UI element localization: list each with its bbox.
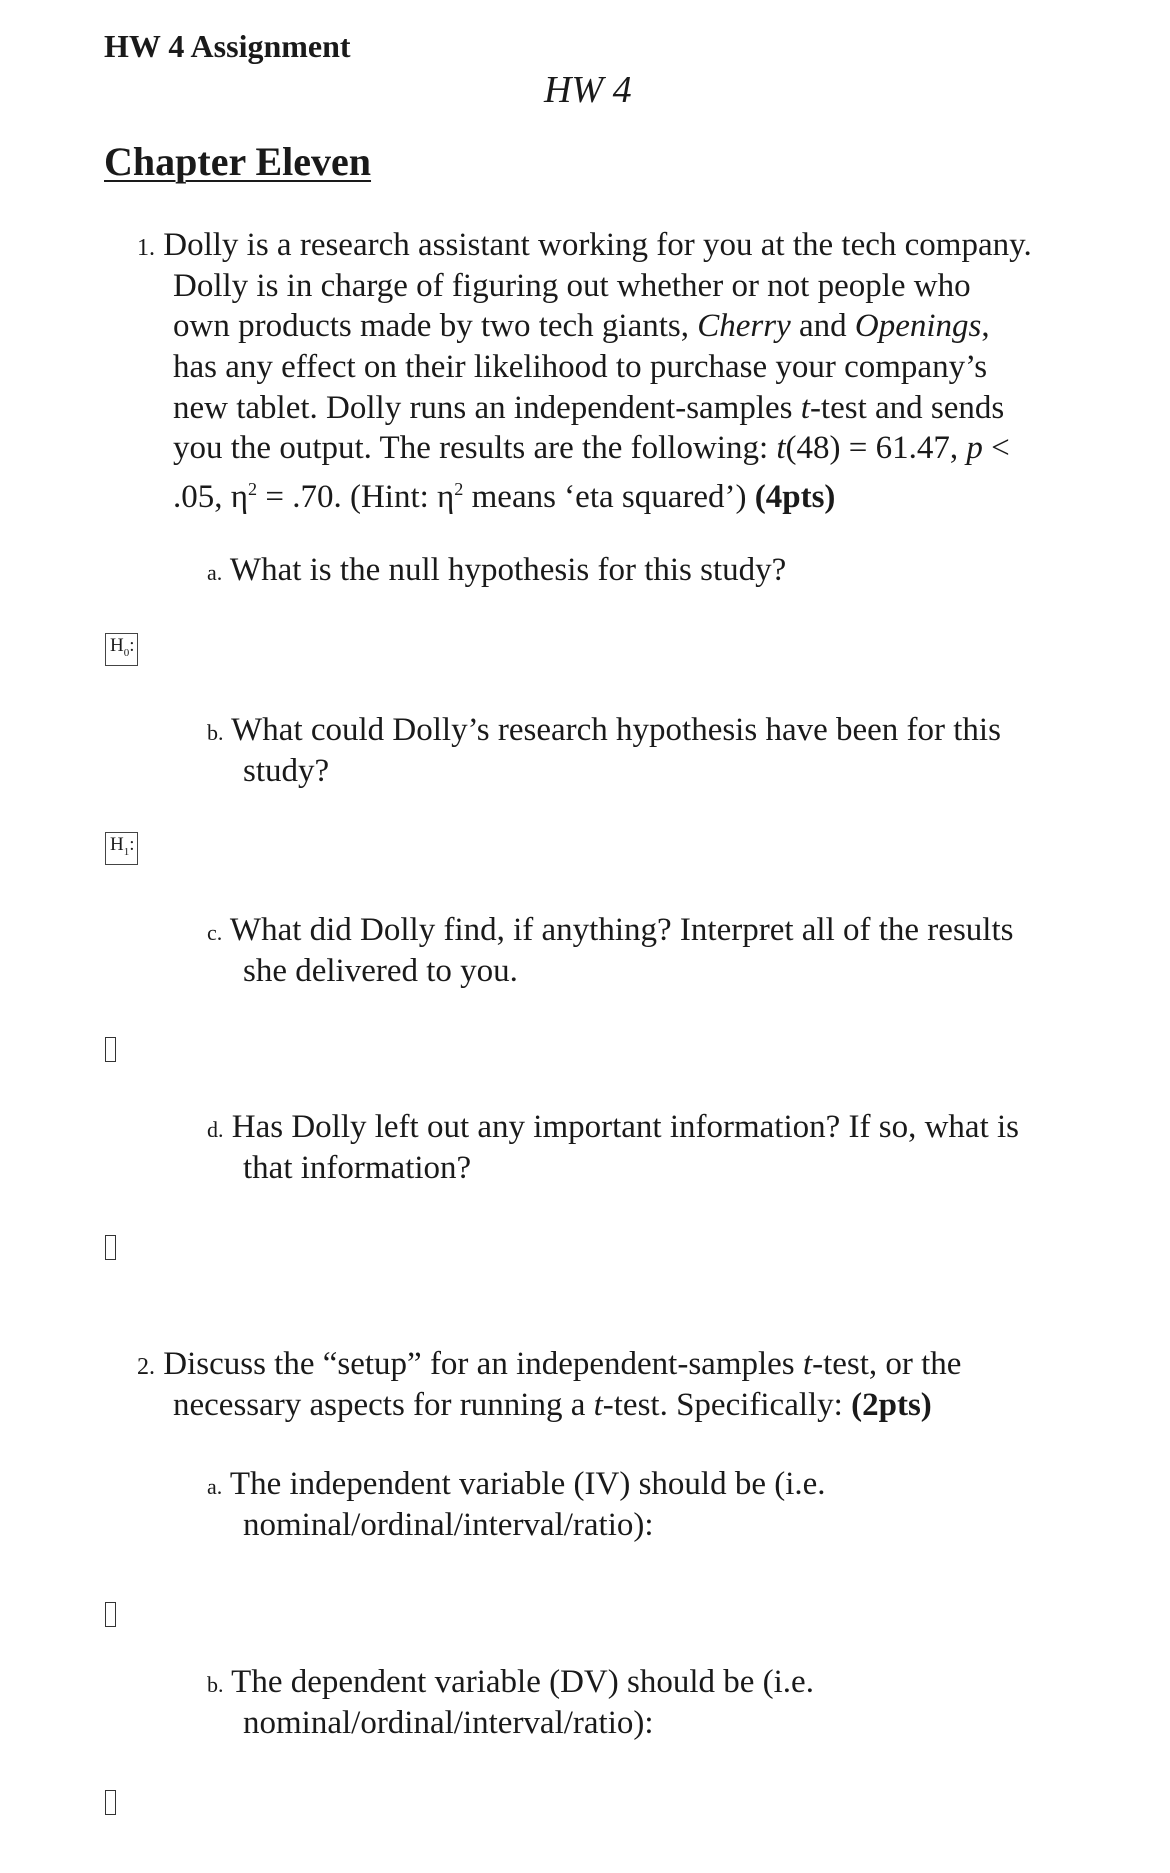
question-2-line-1-b: -test, or the bbox=[812, 1346, 962, 1382]
chapter-heading: Chapter Eleven bbox=[104, 139, 372, 184]
question-1-line-5-a: new tablet. Dolly runs an independent-samples bbox=[173, 390, 801, 426]
subquestion-letter: d. bbox=[207, 1117, 224, 1142]
t-symbol: t bbox=[593, 1387, 603, 1423]
question-1-line-5 bbox=[173, 388, 1004, 429]
h1-label: H bbox=[110, 834, 124, 855]
answer-field-1d[interactable] bbox=[105, 1235, 116, 1260]
question-1a-text: What is the null hypothesis for this study? bbox=[229, 552, 787, 588]
question-2a-line-1 bbox=[207, 1464, 826, 1507]
question-1-line-7 bbox=[173, 469, 835, 518]
h1-colon: : bbox=[129, 834, 135, 855]
question-1-line-7-c: means ‘eta squared’) bbox=[463, 479, 755, 515]
question-1-text-1: Dolly is a research assistant working for you at the tech company. bbox=[163, 227, 1032, 263]
h1-answer-box[interactable] bbox=[105, 832, 138, 865]
question-1-line-7-a: .05, η bbox=[173, 479, 249, 515]
question-1d-text-1: Has Dolly left out any important information? If so, what is bbox=[231, 1109, 1020, 1145]
question-2b-text-1: The dependent variable (DV) should be (i.e. bbox=[231, 1664, 814, 1700]
points-label: (2pts) bbox=[851, 1387, 932, 1423]
question-1-line-3 bbox=[173, 306, 990, 347]
question-2-number: 2. bbox=[137, 1354, 155, 1380]
answer-field-2b[interactable] bbox=[105, 1790, 116, 1815]
question-1-line-5-b: -test and sends bbox=[809, 390, 1005, 426]
h0-colon: : bbox=[129, 635, 135, 656]
question-1c-text-1: What did Dolly find, if anything? Interpret all of the results bbox=[229, 912, 1014, 948]
question-1-line-7-b: = .70. (Hint: η bbox=[257, 479, 455, 515]
question-1d-line-1 bbox=[207, 1107, 1019, 1150]
subquestion-letter: b. bbox=[207, 720, 224, 745]
question-2-line-2-a: necessary aspects for running a bbox=[173, 1387, 594, 1423]
brand-openings: Openings bbox=[854, 308, 982, 344]
question-1-line-3-end: , bbox=[981, 308, 990, 344]
question-1-line-6-c: < bbox=[982, 430, 1010, 466]
h1-subscript: 1 bbox=[123, 845, 130, 858]
t-symbol: t bbox=[800, 390, 810, 426]
question-2b-line-1 bbox=[207, 1662, 814, 1705]
subquestion-letter: a. bbox=[207, 560, 223, 585]
question-2b-line-2: nominal/ordinal/interval/ratio): bbox=[243, 1705, 654, 1741]
question-2a-line-2: nominal/ordinal/interval/ratio): bbox=[243, 1507, 654, 1543]
question-2-line-1-a: Discuss the “setup” for an independent-samples bbox=[163, 1346, 803, 1382]
page-title: HW 4 bbox=[544, 69, 632, 111]
question-1-line-6-a: you the output. The results are the following: bbox=[173, 430, 777, 466]
eta-squared-exponent: 2 bbox=[248, 479, 258, 499]
h0-label: H bbox=[110, 635, 124, 656]
points-label: (4pts) bbox=[754, 479, 836, 515]
t-symbol: t bbox=[802, 1346, 813, 1382]
assignment-title: HW 4 Assignment bbox=[104, 28, 351, 64]
question-1-number: 1. bbox=[137, 235, 155, 261]
question-1b-line-1 bbox=[207, 710, 1001, 753]
question-1b-line-2: study? bbox=[243, 753, 330, 789]
question-1a bbox=[207, 550, 786, 593]
question-1c-line-1 bbox=[207, 910, 1013, 953]
question-1c-line-2: she delivered to you. bbox=[243, 953, 518, 989]
question-1-line-1 bbox=[137, 225, 1032, 269]
question-1-line-6-b: (48) = 61.47, bbox=[785, 430, 967, 466]
subquestion-letter: c. bbox=[207, 920, 223, 945]
eta-squared-exponent: 2 bbox=[454, 479, 464, 499]
subquestion-letter: b. bbox=[207, 1672, 224, 1697]
question-1d-line-2: that information? bbox=[243, 1150, 472, 1186]
h0-answer-box[interactable] bbox=[105, 633, 138, 666]
answer-field-2a[interactable] bbox=[105, 1602, 116, 1627]
brand-cherry: Cherry bbox=[697, 308, 791, 344]
t-symbol: t bbox=[776, 430, 786, 466]
question-1b-text-1: What could Dolly’s research hypothesis have been for this bbox=[231, 712, 1001, 748]
question-2-line-2 bbox=[173, 1385, 932, 1426]
question-2-line-1 bbox=[137, 1344, 961, 1388]
subquestion-letter: a. bbox=[207, 1474, 223, 1499]
question-1-line-3-and: and bbox=[790, 308, 855, 344]
question-1-line-2: Dolly is in charge of figuring out whether or not people who bbox=[173, 268, 971, 304]
question-1-line-6 bbox=[173, 428, 1010, 469]
question-1-line-4: has any effect on their likelihood to purchase your company’s bbox=[173, 349, 988, 385]
h0-subscript: 0 bbox=[123, 646, 130, 659]
question-2-line-2-b: -test. Specifically: bbox=[602, 1387, 852, 1423]
question-1-line-3-a: own products made by two tech giants, bbox=[173, 308, 698, 344]
p-symbol: p bbox=[966, 430, 983, 466]
question-2a-text-1: The independent variable (IV) should be (i.e. bbox=[229, 1466, 826, 1502]
answer-field-1c[interactable] bbox=[105, 1037, 116, 1062]
